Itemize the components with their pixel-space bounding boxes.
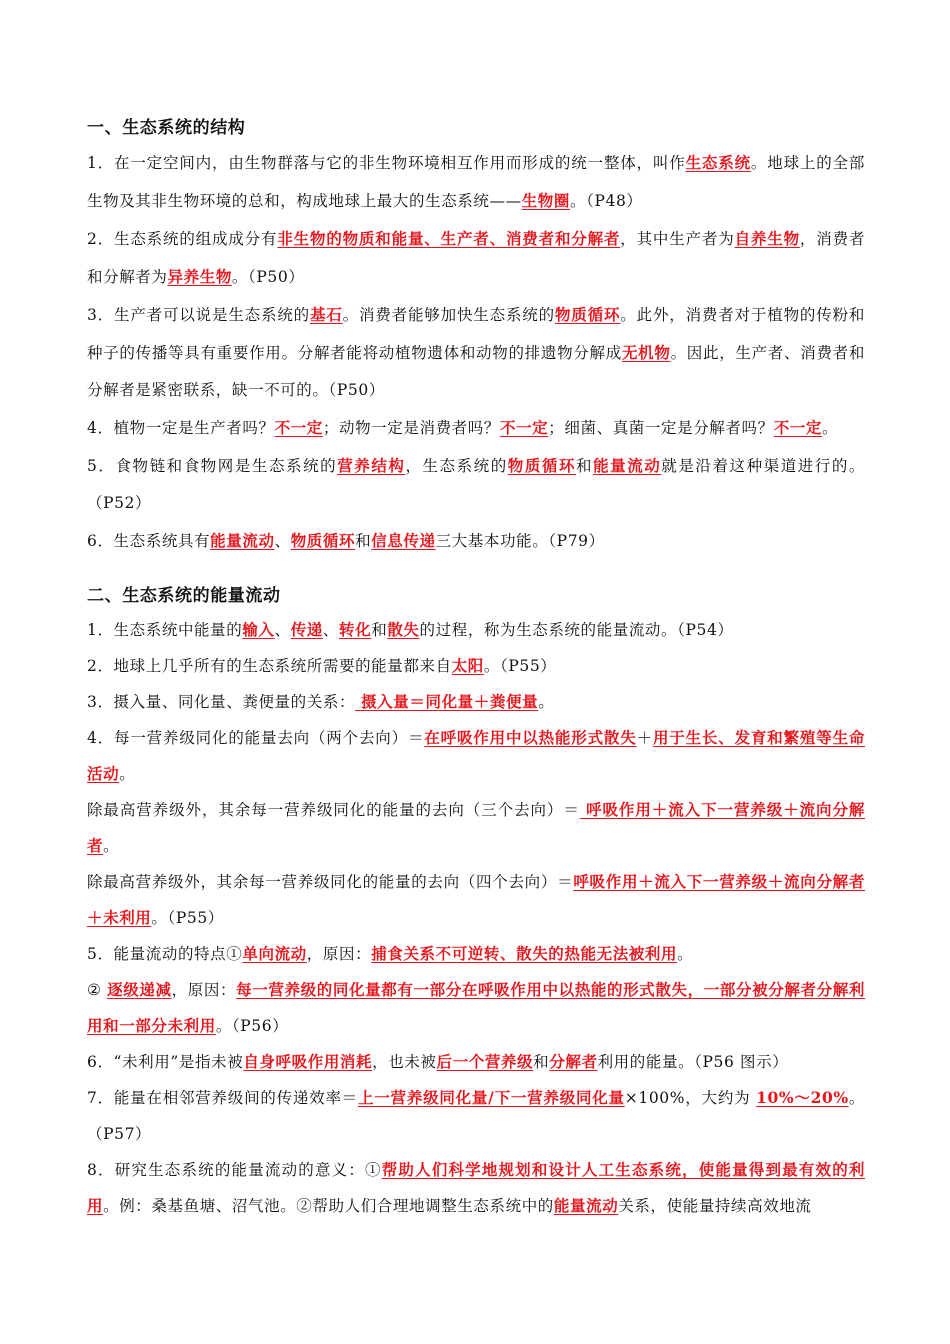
section-2-body	[87, 612, 865, 1224]
keyword-answer: 能量流动	[210, 531, 275, 550]
text-segment: 2．地球上几乎所有的生态系统所需要的能量都来自	[87, 657, 452, 675]
keyword-answer: 帮助人们科学地规划和设计人工生态系统，使能量得到最有效的利用	[87, 1160, 865, 1215]
keyword-answer: 信息传递	[371, 531, 436, 550]
s1-item-6	[87, 522, 865, 560]
keyword-answer: 10%～20%	[756, 1088, 849, 1107]
keyword-answer: 后一个营养级	[436, 1052, 534, 1071]
text-segment: 6．“未利用”是指未被	[87, 1053, 244, 1071]
keyword-answer: 每一营养级的同化量都有一部分在呼吸作用中以热能的形式散失，一部分被分解者分解利用和一部分未利用	[87, 980, 866, 1035]
s1-item-1	[87, 144, 865, 220]
s1-item-4	[87, 409, 865, 447]
text-segment: 4．植物一定是生产者吗？	[87, 419, 275, 437]
s1-item-3	[87, 296, 865, 409]
text-segment: 、	[274, 532, 291, 550]
text-segment: 1．在一定空间内，由生物群落与它的非生物环境相互作用而形成的统一整体，叫作	[87, 154, 686, 172]
document-page	[87, 112, 865, 1224]
text-segment: 除最高营养级外，其余每一营养级同化的能量的去向（四个去向）＝	[87, 873, 574, 891]
text-segment: 5．食物链和食物网是生态系统的	[87, 457, 338, 475]
text-segment: ，原因：	[306, 945, 372, 963]
s1-item-5	[87, 447, 865, 522]
keyword-answer: 捕食关系不可逆转、散失的热能无法被利用	[371, 944, 678, 963]
text-segment: 。（P57）	[87, 1089, 865, 1143]
keyword-answer: 输入	[242, 620, 275, 639]
s2-item-3	[87, 684, 865, 720]
keyword-answer: 在呼吸作用中以热能形式散失	[424, 728, 637, 747]
text-segment: 。（P55）	[483, 657, 557, 675]
keyword-answer: 上一营养级同化量/下一营养级同化量	[358, 1088, 625, 1107]
text-segment: 2．生态系统的组成成分有	[87, 230, 278, 248]
text-segment: ，原因：	[171, 981, 237, 999]
keyword-answer: 不一定	[773, 418, 823, 437]
s2-item-7	[87, 1080, 865, 1152]
text-segment: ×100%，大约为	[624, 1089, 757, 1107]
text-segment: 3．摄入量、同化量、粪便量的关系：	[87, 693, 356, 711]
text-segment: 1．生态系统中能量的	[87, 621, 243, 639]
keyword-answer: 能量流动	[553, 1196, 619, 1215]
text-segment: 和	[533, 1053, 550, 1071]
text-segment: ，也未被	[372, 1053, 437, 1071]
keyword-answer: 太阳	[451, 656, 484, 675]
keyword-answer: 异养生物	[167, 267, 232, 286]
keyword-answer: 转化	[339, 620, 372, 639]
text-segment: ，生态系统的	[405, 457, 508, 475]
keyword-answer: 物质循环	[507, 456, 577, 475]
text-segment: 。	[119, 765, 136, 783]
s1-item-2	[87, 220, 865, 296]
text-segment: 。（P55）	[151, 909, 224, 927]
text-segment: 。（P56）	[215, 1017, 289, 1035]
text-segment: 。	[822, 419, 839, 437]
text-segment: 就是沿着这种渠道进行的。（P52）	[87, 457, 866, 512]
text-segment: 。（P48）	[570, 192, 643, 210]
s2-item-4	[87, 720, 865, 792]
text-segment: 5．能量流动的特点①	[87, 945, 243, 963]
text-segment: 6．生态系统具有	[87, 532, 211, 550]
text-segment: 。	[538, 693, 555, 711]
keyword-answer: 不一定	[274, 418, 323, 437]
text-segment: ；动物一定是消费者吗？	[322, 419, 500, 437]
keyword-answer: 呼吸作用＋流入下一营养级＋流向分解者＋未利用	[87, 872, 865, 927]
s2-item-1	[87, 612, 865, 648]
text-segment: 。例：桑基鱼塘、沼气池。②帮助人们合理地调整生态系统中的	[103, 1197, 554, 1215]
keyword-answer: 呼吸作用＋流入下一营养级＋流向分解者	[87, 800, 865, 855]
keyword-answer: 不一定	[499, 418, 549, 437]
text-segment: 、	[274, 621, 291, 639]
text-segment: 三大基本功能。（P79）	[435, 532, 605, 550]
text-segment: 。因此，生产者、消费者和分解者是紧密联系，缺一不可的。（P50）	[87, 344, 865, 399]
text-segment: 和	[371, 621, 388, 639]
text-segment: ，其中生产者为	[620, 230, 735, 248]
keyword-answer: 自身呼吸作用消耗	[243, 1052, 373, 1071]
keyword-answer: 传递	[290, 620, 323, 639]
keyword-answer: 单向流动	[242, 944, 307, 963]
text-segment: 8．研究生态系统的能量流动的意义：①	[87, 1161, 382, 1179]
s2-item-4b	[87, 792, 865, 864]
text-segment: ；细菌、真菌一定是分解者吗？	[548, 419, 774, 437]
keyword-answer: 散失	[387, 620, 420, 639]
text-segment: 。此外，消费者对于植物的传粉和种子的传播等具有重要作用。分解者能将动植物遗体和动物的排遗物分解成	[87, 306, 865, 362]
keyword-answer: 分解者	[549, 1052, 598, 1071]
text-segment: 。（P50）	[231, 268, 305, 286]
text-segment: 。消费者能够加快生态系统的	[342, 306, 555, 324]
s2-item-5b	[87, 972, 865, 1044]
keyword-answer: 物质循环	[290, 531, 356, 550]
text-segment: 。	[677, 945, 694, 963]
text-segment: 、	[322, 621, 339, 639]
keyword-answer: 物质循环	[554, 305, 621, 324]
s2-item-5	[87, 936, 865, 972]
text-segment: 和	[355, 532, 372, 550]
text-segment: 4．每一营养级同化的能量去向（两个去向）＝	[87, 729, 425, 747]
keyword-answer: 生物圈	[521, 191, 571, 210]
section-2-heading: 二、生态系统的能量流动	[87, 586, 281, 606]
keyword-answer: 非生物的物质和能量、生产者、消费者和分解者	[277, 229, 621, 248]
text-segment: ②	[87, 981, 108, 999]
text-segment: 7．能量在相邻营养级间的传递效率＝	[87, 1089, 358, 1107]
keyword-answer: 逐级递减	[107, 980, 172, 999]
text-segment: 关系，使能量持续高效地流	[618, 1197, 812, 1215]
section-1-heading: 一、生态系统的结构	[87, 118, 246, 138]
text-segment: ，消费者和分解者为	[87, 230, 865, 286]
text-segment: 和	[576, 457, 594, 475]
keyword-answer: 自养生物	[734, 229, 800, 248]
keyword-answer: 营养结构	[337, 456, 406, 475]
text-segment: 除最高营养级外，其余每一营养级同化的能量的去向（三个去向）＝	[87, 801, 580, 819]
s2-item-8	[87, 1152, 865, 1224]
s2-item-4c	[87, 864, 865, 936]
keyword-answer: 用于生长、发育和繁殖等生命活动	[87, 728, 865, 783]
text-segment: ＋	[636, 729, 653, 747]
keyword-answer: 基石	[309, 305, 343, 324]
keyword-answer: 无机物	[621, 343, 671, 362]
text-segment: 3．生产者可以说是生态系统的	[87, 306, 310, 324]
section-1-body	[87, 144, 865, 560]
keyword-answer: 摄入量＝同化量＋粪便量	[355, 692, 539, 711]
keyword-answer: 生态系统	[685, 153, 751, 172]
text-segment: 的过程，称为生态系统的能量流动。（P54）	[419, 621, 734, 639]
s2-item-2	[87, 648, 865, 684]
keyword-answer: 能量流动	[593, 456, 662, 475]
text-segment: 利用的能量。（P56 图示）	[597, 1053, 789, 1071]
s2-item-6	[87, 1044, 865, 1080]
text-segment: 。地球上的全部生物及其非生物环境的总和，构成地球上最大的生态系统——	[87, 154, 865, 210]
text-segment: 。	[103, 837, 120, 855]
